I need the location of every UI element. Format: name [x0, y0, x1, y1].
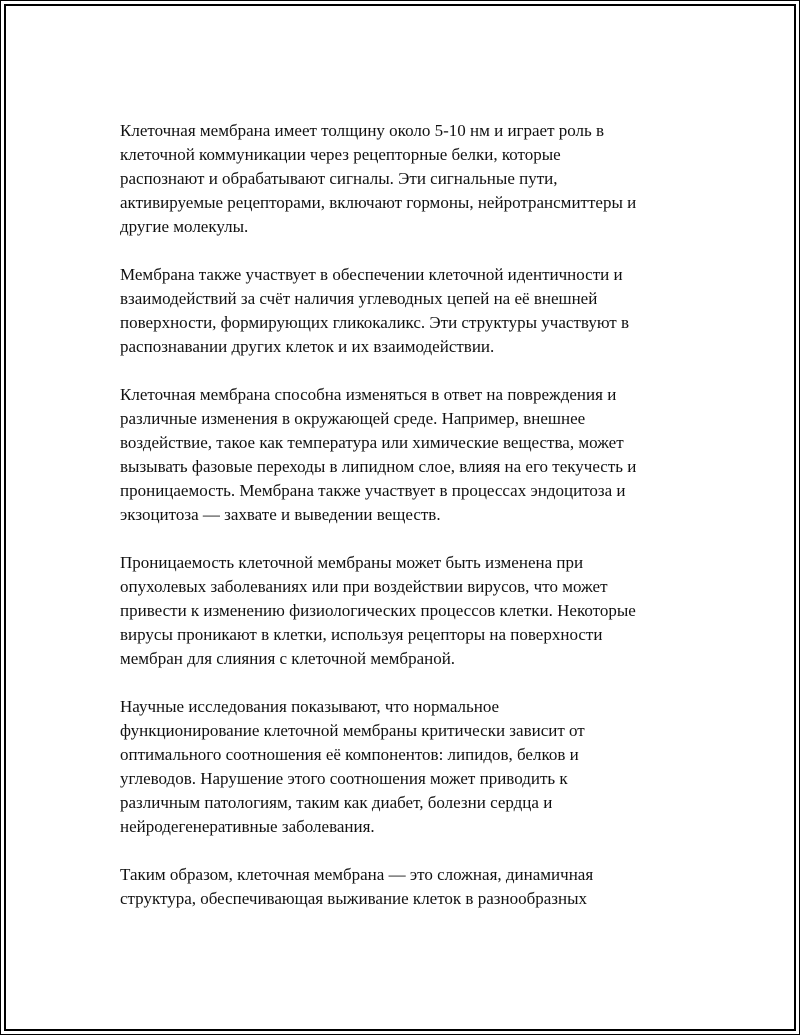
paragraph-4: Проницаемость клеточной мембраны может быть изменена при опухолевых заболеваниях или при воздействии вирусов, что может привести к изменению физиологических процессов клетки. Некоторые вирусы проникают в клетки, используя рецепторы на поверхности мембран для слияния с клеточной мембраной.: [120, 553, 636, 668]
paragraph-1: Клеточная мембрана имеет толщину около 5-10 нм и играет роль в клеточной коммуникации через рецепторные белки, которые распознают и обрабатывают сигналы. Эти сигнальные пути, активируемые рецепторами, включают гормоны, нейротрансмиттеры и другие молекулы.: [120, 121, 637, 236]
paragraph-5: Научные исследования показывают, что нормальное функционирование клеточной мембраны критически зависит от оптимального соотношения её компонентов: липидов, белков и углеводов. Нарушение этого соотношения может приводить к различным патологиям, таким как диабет, болезни сердца и нейродегенеративные заболевания.: [120, 697, 585, 836]
document-body: [120, 119, 690, 935]
paragraph-2: Мембрана также участвует в обеспечении клеточной идентичности и взаимодействий за счёт наличия углеводных цепей на её внешней поверхности, формирующих гликокаликс. Эти структуры участвуют в распознавании других клеток и их взаимодействии.: [120, 265, 630, 356]
paragraph-3: Клеточная мембрана способна изменяться в ответ на повреждения и различные изменения в окружающей среде. Например, внешнее воздействие, такое как температура или химические вещества, может вызывать фазовые переходы в липидном слое, влияя на его текучесть и проницаемость. Мембрана также участвует в процессах эндоцитоза и экзоцитоза — захвате и выведении веществ.: [120, 385, 637, 524]
paragraph-6: Таким образом, клеточная мембрана — это сложная, динамичная структура, обеспечивающая выживание клеток в разнообразных: [120, 865, 594, 908]
